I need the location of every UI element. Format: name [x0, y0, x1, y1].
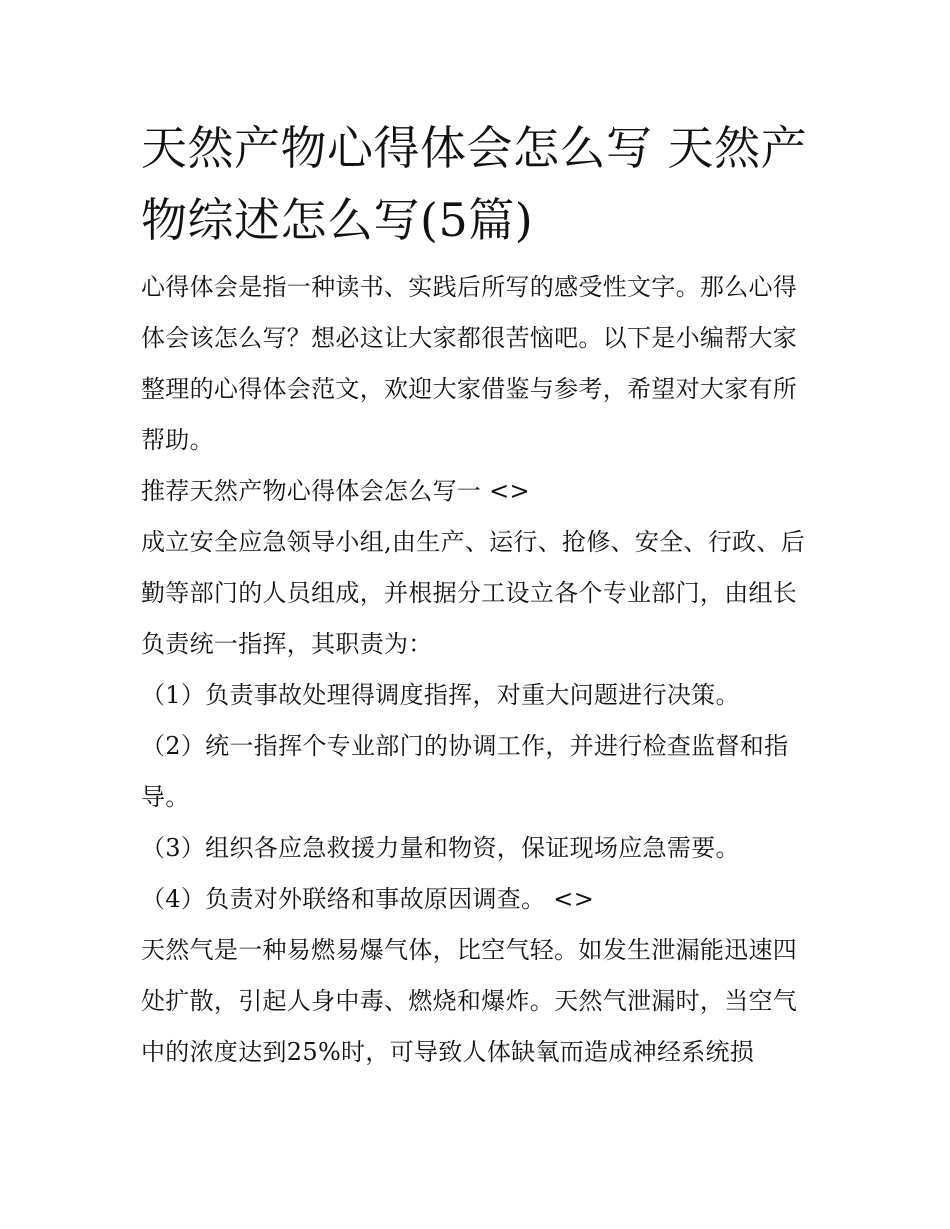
list-item-3: （3）组织各应急救援力量和物资，保证现场应急需要。: [141, 834, 740, 862]
body-paragraph: 天然气是一种易燃易爆气体，比空气轻。如发生泄漏能迅速四处扩散，引起人身中毒、燃烧和爆炸。天然气泄漏时，当空气中的浓度达到25%时，可导致人体缺氧而造成神经系统损: [141, 936, 798, 1066]
list-item-4: （4）负责对外联络和事故原因调查。 <>: [141, 885, 595, 913]
list-item-1: （1）负责事故处理得调度指挥，对重大问题进行决策。: [141, 681, 740, 709]
intro-paragraph: 心得体会是指一种读书、实践后所写的感受性文字。那么心得体会该怎么写？想必这让大家都很苦恼吧。以下是小编帮大家整理的心得体会范文，欢迎大家借鉴与参考，希望对大家有所帮助。: [141, 273, 798, 454]
body-paragraph: 成立安全应急领导小组,由生产、运行、抢修、安全、行政、后勤等部门的人员组成，并根据分工设立各个专业部门，由组长负责统一指挥，其职责为：: [141, 528, 806, 658]
section-heading: 推荐天然产物心得体会怎么写一 <>: [141, 477, 530, 505]
document-body: [141, 112, 821, 1078]
list-item-2: （2）统一指挥个专业部门的协调工作，并进行检查监督和指导。: [141, 732, 789, 811]
document-title: 天然产物心得体会怎么写 天然产物综述怎么写(5篇): [141, 121, 808, 247]
